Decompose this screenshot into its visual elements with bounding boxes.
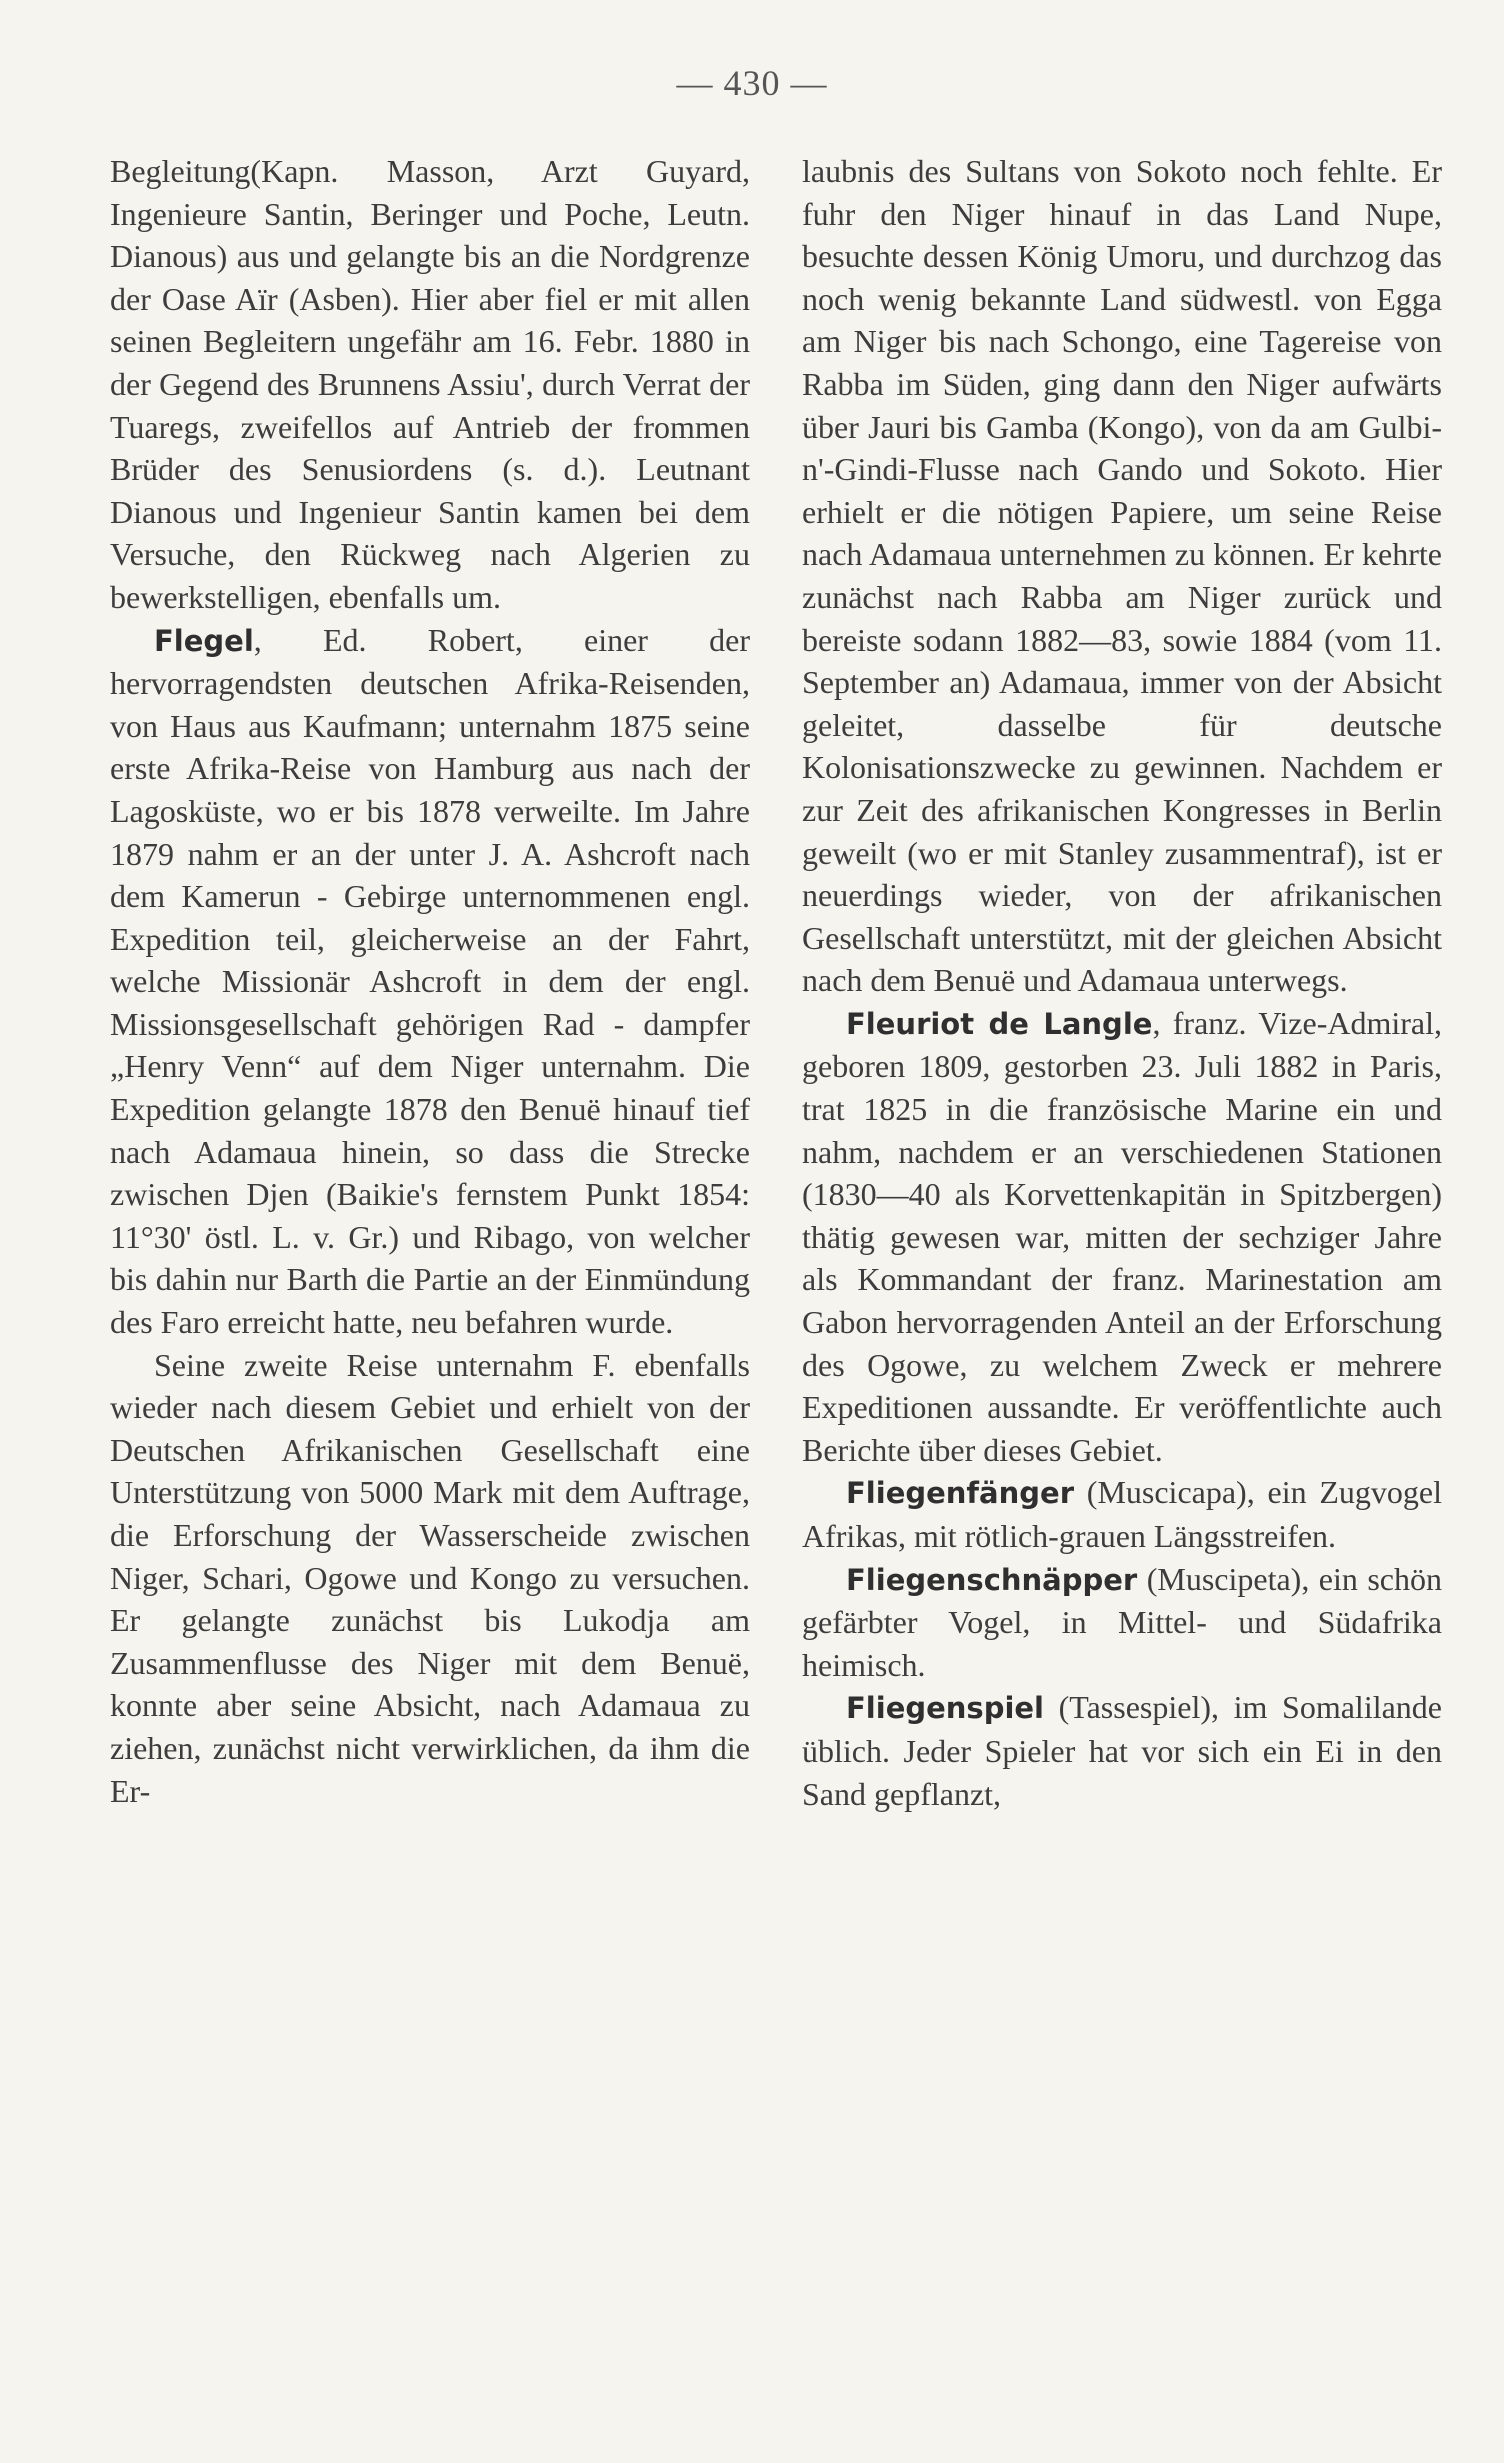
entry-text: (Muscipeta), ein schön gefärbter Vogel, in Mittel- und Südafrika heimisch. <box>802 1560 1442 1683</box>
entry-text: (Muscicapa), ein Zugvogel Afrikas, mit rötlich-grauen Längsstreifen. <box>802 1474 1442 1554</box>
right-column <box>802 150 1442 1815</box>
entry-paragraph <box>110 150 750 619</box>
entry-headword: Fliegenschnäpper <box>846 1562 1138 1597</box>
entry-flegel <box>110 619 750 1344</box>
entry-headword: Fliegenfänger <box>846 1476 1074 1511</box>
entry-text: laubnis des Sultans von Sokoto noch fehlte. Er fuhr den Niger hinauf in das Land Nupe, besuchte dessen König Umoru, und durchzog das noch wenig bekannte Land südwestl. von Egga am Niger bis nach Schongo, eine Tagereise von Rabba im Süden, ging dann den Niger aufwärts über Jauri bis Gamba (Kongo), von da am Gulbi-n'-Gindi-Flusse nach Gando und Sokoto. Hier erhielt er die nötigen Papiere, um seine Reise nach Adamaua unternehmen zu können. Er kehrte zunächst nach Rabba am Niger zurück und bereiste sodann 1882—83, sowie 1884 (vom 11. September an) Adamaua, immer von der Absicht geleitet, dasselbe für deutsche Kolonisationszwecke zu gewinnen. Nachdem er zur Zeit des afrikanischen Kongresses in Berlin geweilt (wo er mit Stanley zusammentraf), ist er neuerdings wieder, von der afrikanischen Gesellschaft unterstützt, mit der gleichen Absicht nach dem Benuë und Adamaua unterwegs. <box>802 153 1442 999</box>
entry-headword: Flegel <box>154 623 254 658</box>
entry-text: (Tassespiel), im Somalilande üblich. Jeder Spieler hat vor sich ein Ei in den Sand gepflanzt, <box>802 1689 1442 1812</box>
entry-fleuriot-de-langle <box>802 1002 1442 1472</box>
entry-text: , Ed. Robert, einer der hervorragendsten deutschen Afrika-Reisenden, von Haus aus Kaufmann; unternahm 1875 seine erste Afrika-Reise von Hamburg aus nach der Lagosküste, wo er bis 1878 verweilte. Im Jahre 1879 nahm er an der unter J. A. Ashcroft nach dem Kamerun - Gebirge unternommenen engl. Expedition teil, gleicherweise an der Fahrt, welche Missionär Ashcroft in dem der engl. Missionsgesellschaft gehörigen Rad - dampfer „Henry Venn“ auf dem Niger unternahm. Die Expedition gelangte 1878 den Benuë hinauf tief nach Adamaua hinein, so dass die Strecke zwischen Djen (Baikie's fernstem Punkt 1854: 11°30' östl. L. v. Gr.) und Ribago, von welcher bis dahin nur Barth die Partie an der Einmündung des Faro erreicht hatte, neu befahren wurde. <box>110 621 750 1341</box>
left-column <box>110 150 750 1812</box>
entry-paragraph <box>110 1344 750 1813</box>
entry-fliegenfaenger <box>802 1471 1442 1557</box>
entry-paragraph <box>802 150 1442 1002</box>
entry-text: , franz. Vize-Admiral, geboren 1809, gestorben 23. Juli 1882 in Paris, trat 1825 in die französische Marine ein und nahm, nachdem er an verschiedenen Stationen (1830—40 als Korvettenkapitän in Spitzbergen) thätig gewesen war, mitten der sechziger Jahre als Kommandant der franz. Marinestation am Gabon hervorragenden Anteil an der Erforschung des Ogowe, zu welchem Zweck er mehrere Expeditionen aussandte. Er veröffentlichte auch Berichte über dieses Gebiet. <box>802 1004 1443 1468</box>
entry-fliegenspiel <box>802 1686 1442 1815</box>
entry-text: Seine zweite Reise unternahm F. ebenfalls wieder nach diesem Gebiet und erhielt von der Deutschen Afrikanischen Gesellschaft eine Unterstützung von 5000 Mark mit dem Auftrage, die Erforschung der Wasserscheide zwischen Niger, Schari, Ogowe und Kongo zu versuchen. Er gelangte zunächst bis Lukodja am Zusammenflusse des Niger mit dem Benuë, konnte aber seine Absicht, nach Adamaua zu ziehen, zunächst nicht verwirklichen, da ihm die Er- <box>110 1346 750 1809</box>
entry-text: Begleitung(Kapn. Masson, Arzt Guyard, Ingenieure Santin, Beringer und Poche, Leutn. Dianous) aus und gelangte bis an die Nordgrenze der Oase Aïr (Asben). Hier aber fiel er mit allen seinen Begleitern ungefähr am 16. Febr. 1880 in der Gegend des Brunnens Assiu', durch Verrat der Tuaregs, zweifellos auf Antrieb der frommen Brüder des Senusiordens (s. d.). Leutnant Dianous und Ingenieur Santin kamen bei dem Versuche, den Rückweg nach Algerien zu bewerkstelligen, ebenfalls um. <box>110 153 750 615</box>
entry-headword: Fliegenspiel <box>846 1691 1045 1726</box>
entry-fliegenschnaepper <box>802 1558 1442 1687</box>
page-number: — 430 — <box>676 63 828 103</box>
entry-headword: Fleuriot de Langle <box>846 1006 1153 1041</box>
